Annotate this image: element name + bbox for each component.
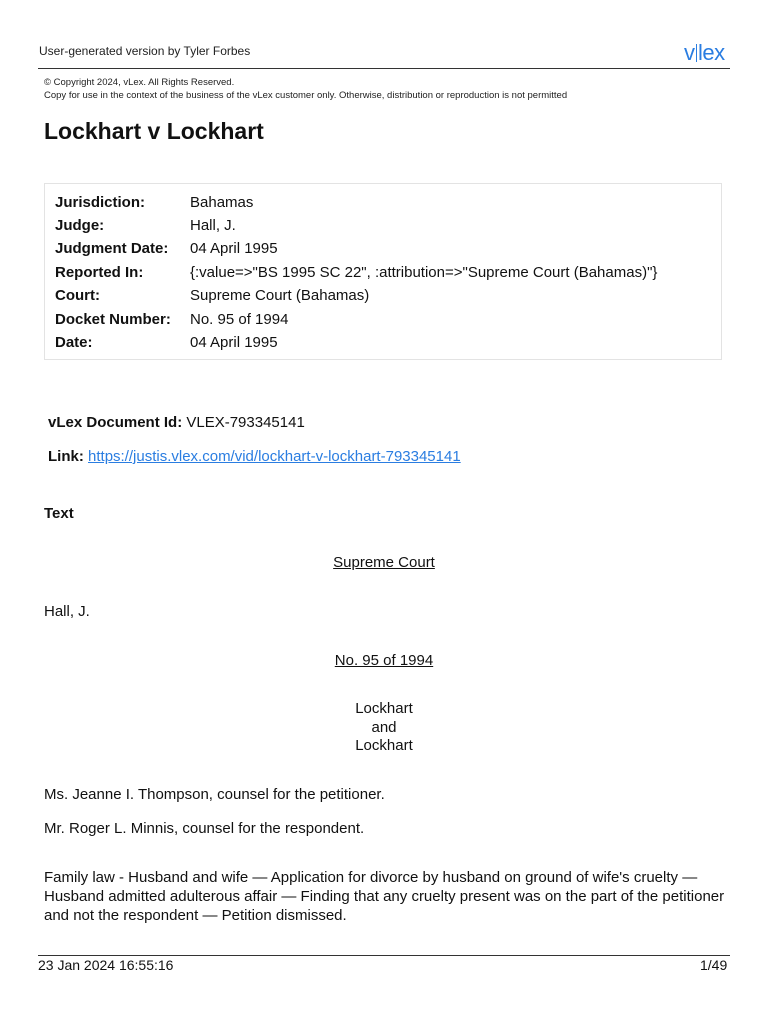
link-label: Link: [48, 448, 84, 465]
party-two: Lockhart [355, 737, 413, 754]
headnote-paragraph: Family law - Husband and wife — Application for divorce by husband on ground of wife's cruelty — Husband admitted adulterous affair — Finding that any cruelty present was on the part of the petitioner and not the respondent — Petition dismissed. [44, 869, 725, 924]
counsel-petitioner: Ms. Jeanne I. Thompson, counsel for the petitioner. [44, 786, 385, 803]
court-heading [0, 554, 768, 571]
document-id-label: vLex Document Id: [48, 414, 183, 431]
document-url-link[interactable]: https://justis.vlex.com/vid/lockhart-v-lockhart-793345141 [88, 448, 461, 465]
party-one: Lockhart [355, 700, 413, 717]
counsel-respondent: Mr. Roger L. Minnis, counsel for the respondent. [44, 820, 365, 837]
logo-right: lex [698, 40, 725, 65]
meta-value: Supreme Court (Bahamas) [190, 287, 370, 304]
page-title: Lockhart v Lockhart [44, 118, 264, 144]
document-id [48, 414, 305, 431]
page-number: 1/49 [700, 957, 728, 973]
meta-value: No. 95 of 1994 [190, 311, 289, 328]
footer-timestamp: 23 Jan 2024 16:55:16 [38, 957, 174, 973]
header-divider [38, 68, 730, 69]
meta-key: Jurisdiction: [55, 194, 146, 211]
document-link [48, 448, 461, 465]
vlex-logo [684, 40, 725, 66]
footer-divider [38, 955, 730, 956]
metadata-table [44, 183, 722, 360]
meta-key: Court: [55, 287, 100, 304]
party-separator: and [371, 719, 397, 736]
user-generated-line: User-generated version by Tyler Forbes [39, 44, 251, 58]
docket-heading [0, 652, 768, 669]
meta-value: Hall, J. [190, 217, 236, 234]
meta-key: Docket Number: [55, 311, 171, 328]
document-id-value: VLEX-793345141 [186, 414, 305, 431]
meta-key: Judge: [55, 217, 105, 234]
meta-key: Judgment Date: [55, 240, 169, 257]
copyright-notice: © Copyright 2024, vLex. All Rights Reserved. [44, 77, 235, 88]
meta-value: {:value=>"BS 1995 SC 22", :attribution=>"Supreme Court (Bahamas)"} [190, 264, 658, 281]
meta-value: Bahamas [190, 194, 254, 211]
logo-bar [696, 44, 698, 62]
copy-restriction-notice: Copy for use in the context of the business of the vLex customer only. Otherwise, distribution or reproduction is not permitted [44, 90, 568, 101]
docket-number: No. 95 of 1994 [334, 652, 434, 669]
judge-name: Hall, J. [44, 603, 90, 620]
court-name: Supreme Court [333, 554, 435, 571]
logo-left: v [684, 40, 695, 65]
meta-value: 04 April 1995 [190, 240, 278, 257]
text-heading: Text [44, 505, 74, 522]
meta-key: Reported In: [55, 264, 144, 281]
meta-key: Date: [55, 334, 93, 351]
meta-value: 04 April 1995 [190, 334, 278, 351]
